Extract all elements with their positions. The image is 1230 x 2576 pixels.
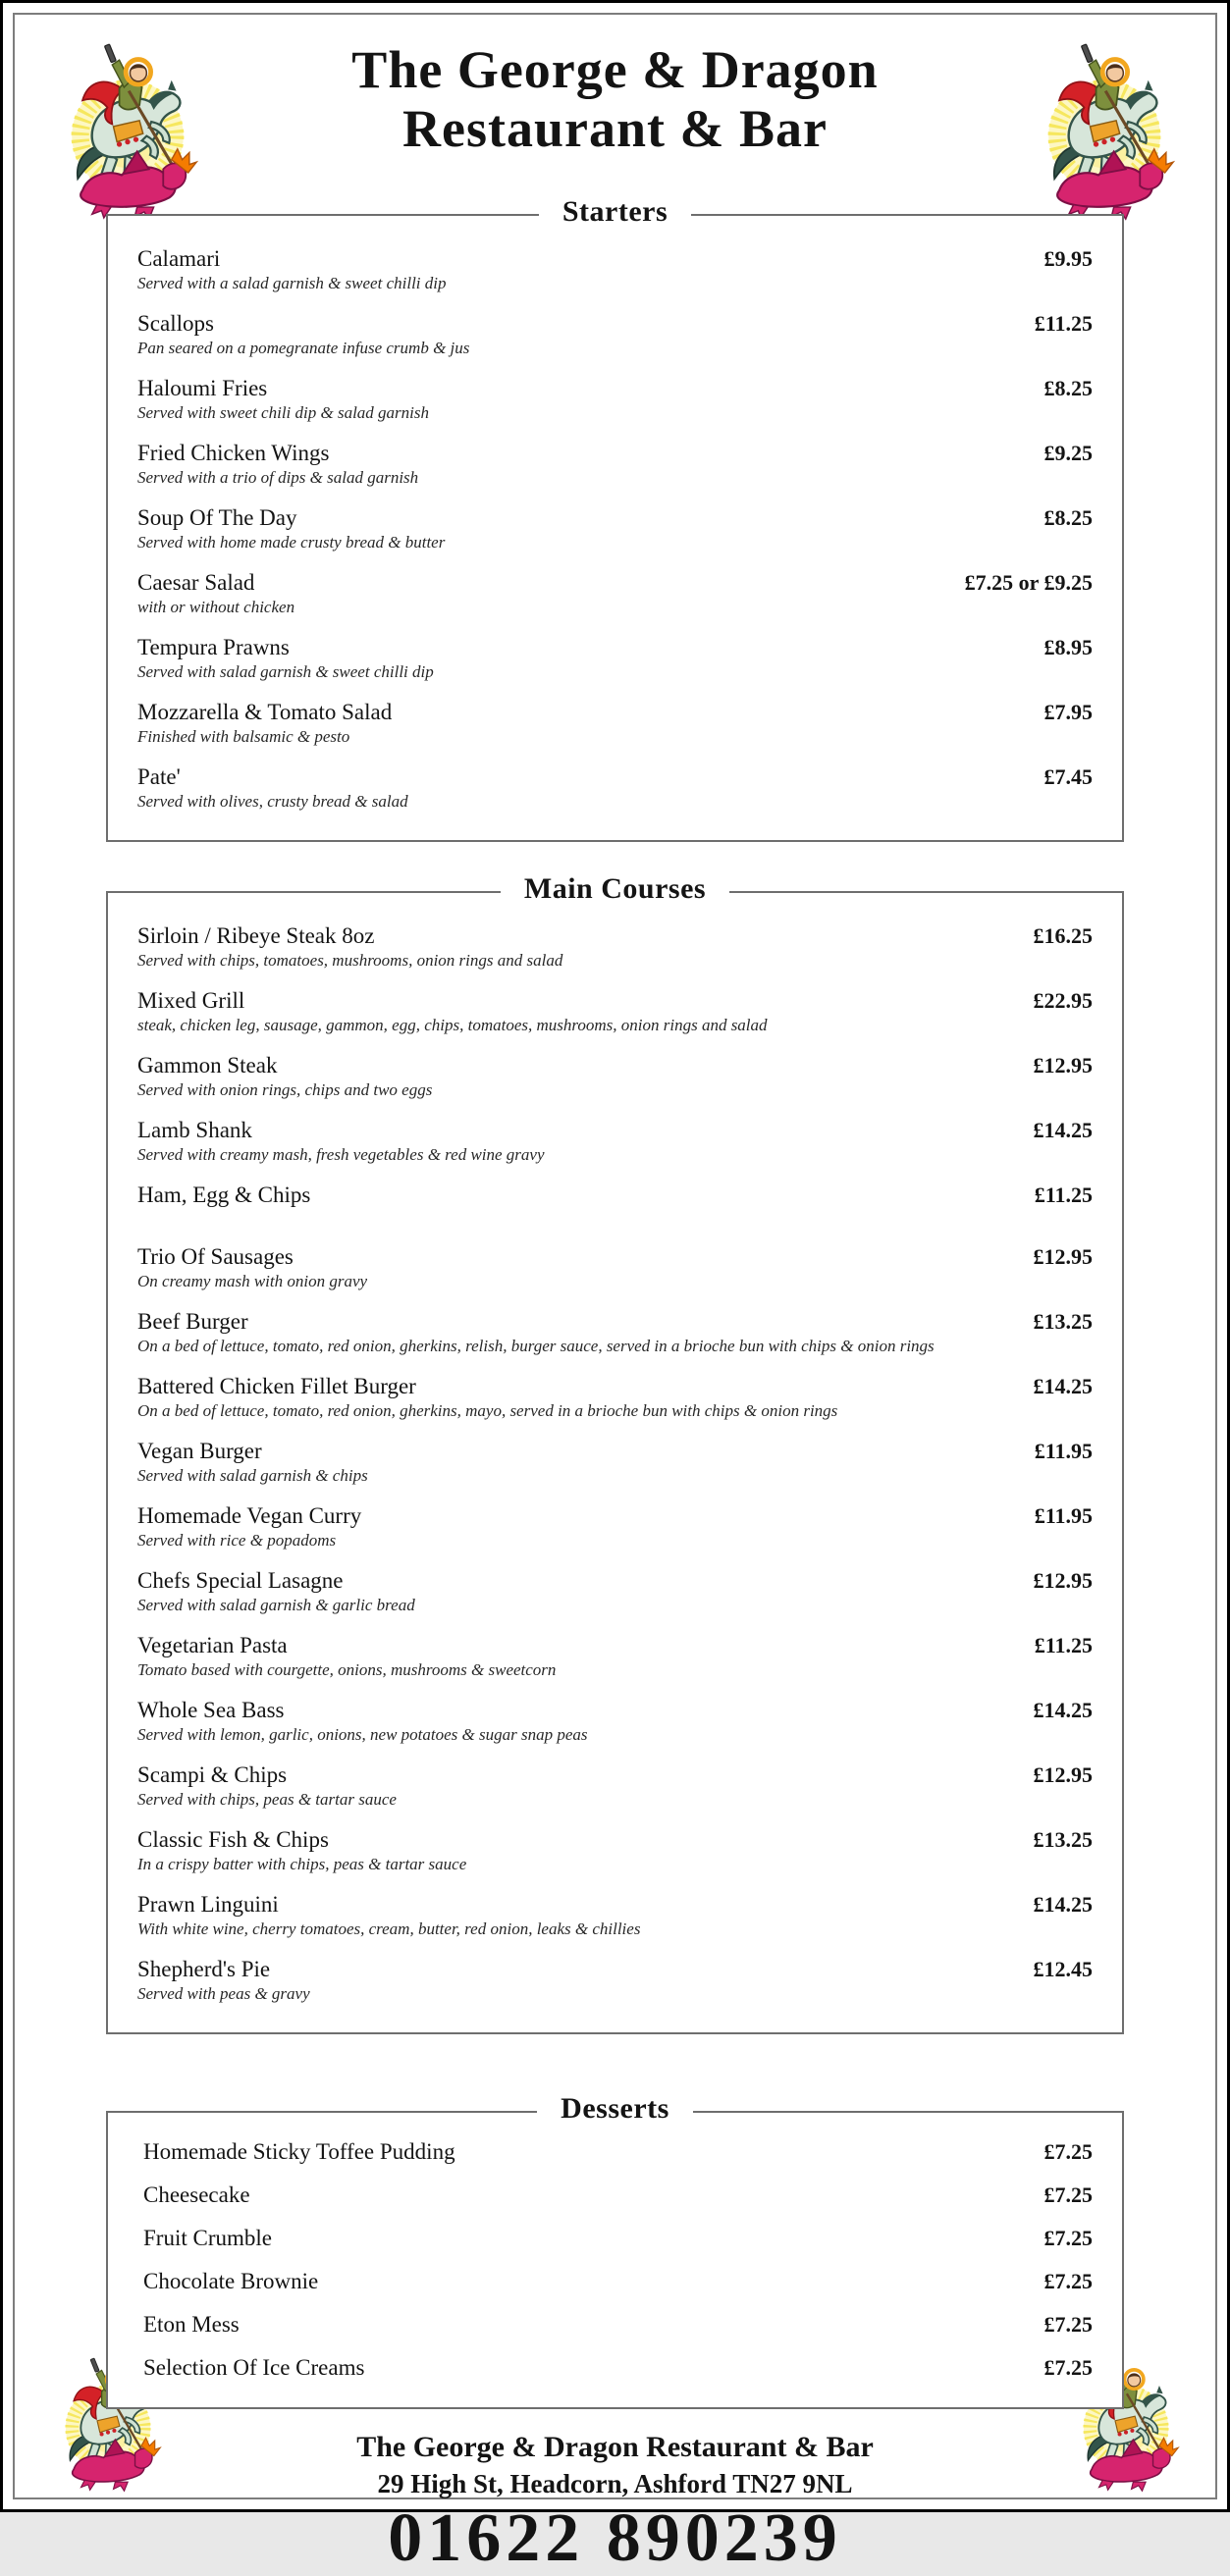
item-description: Served with chips, tomatoes, mushrooms, onion rings and salad xyxy=(137,951,563,970)
item-description: On a bed of lettuce, tomato, red onion, gherkins, relish, burger sauce, served in a brioche bun with chips & onion rings xyxy=(137,1337,935,1355)
item-description: In a crispy batter with chips, peas & tartar sauce xyxy=(137,1855,467,1873)
section-main-courses xyxy=(106,872,1124,2034)
menu-item xyxy=(137,1052,1093,1100)
item-name: Sirloin / Ribeye Steak 8oz xyxy=(137,923,375,948)
item-price: £14.25 xyxy=(1033,1698,1093,1722)
section-desserts xyxy=(106,2092,1124,2409)
menu-item xyxy=(137,310,1093,358)
item-description: With white wine, cherry tomatoes, cream, butter, red onion, leaks & chillies xyxy=(137,1919,641,1938)
item-price: £7.45 xyxy=(1043,764,1093,789)
item-name: Soup Of The Day xyxy=(137,505,297,530)
item-name: Gammon Steak xyxy=(137,1053,278,1078)
item-price: £7.25 xyxy=(1043,2139,1093,2164)
item-description: Served with salad garnish & sweet chilli dip xyxy=(137,662,434,681)
item-name: Pate' xyxy=(137,764,181,789)
menu-item xyxy=(137,440,1093,488)
menu-item xyxy=(137,1308,1093,1356)
item-name: Tempura Prawns xyxy=(137,635,290,659)
menu-item xyxy=(137,763,1093,812)
menu-item xyxy=(137,2268,1093,2295)
section-title-main-courses: Main Courses xyxy=(108,872,1122,906)
section-title-starters: Starters xyxy=(108,195,1122,229)
item-price: £12.95 xyxy=(1033,1053,1093,1078)
menu-item xyxy=(137,1373,1093,1421)
menu-item xyxy=(137,2225,1093,2252)
item-price: £12.45 xyxy=(1033,1957,1093,1981)
section-title-desserts: Desserts xyxy=(108,2092,1122,2126)
item-price: £12.95 xyxy=(1033,1244,1093,1269)
item-description: Served with home made crusty bread & butter xyxy=(137,533,446,552)
menu-item xyxy=(137,2354,1093,2382)
item-description: Served with sweet chili dip & salad garnish xyxy=(137,403,430,422)
menu-item xyxy=(137,987,1093,1035)
menu-item xyxy=(137,1567,1093,1615)
title-line-1: The George & Dragon xyxy=(351,40,879,99)
item-description: Served with olives, crusty bread & salad xyxy=(137,792,408,811)
item-price: £11.25 xyxy=(1034,311,1093,336)
item-name: Classic Fish & Chips xyxy=(137,1827,329,1852)
menu-item xyxy=(137,634,1093,682)
item-name: Chocolate Brownie xyxy=(143,2269,319,2293)
menu-item xyxy=(137,1438,1093,1486)
menu-item xyxy=(137,1761,1093,1810)
item-description: Served with chips, peas & tartar sauce xyxy=(137,1790,397,1809)
item-price: £8.25 xyxy=(1043,376,1093,400)
item-description: Served with salad garnish & chips xyxy=(137,1466,368,1485)
footer-address: 29 High St, Headcorn, Ashford TN27 9NL xyxy=(377,2469,853,2498)
menu-item xyxy=(137,504,1093,552)
item-name: Mozzarella & Tomato Salad xyxy=(137,700,393,724)
menu-item xyxy=(137,1826,1093,1874)
item-description: Served with a salad garnish & sweet chilli dip xyxy=(137,274,447,292)
item-description: Pan seared on a pomegranate infuse crumb & jus xyxy=(137,339,470,357)
item-price: £7.95 xyxy=(1043,700,1093,724)
item-name: Battered Chicken Fillet Burger xyxy=(137,1374,416,1398)
item-description: Served with salad garnish & garlic bread xyxy=(137,1596,415,1614)
title-line-2: Restaurant & Bar xyxy=(402,99,828,158)
item-price: £11.25 xyxy=(1034,1633,1093,1657)
item-price: £13.25 xyxy=(1033,1827,1093,1852)
item-name: Scampi & Chips xyxy=(137,1762,288,1787)
menu-item xyxy=(137,1632,1093,1680)
item-description: steak, chicken leg, sausage, gammon, egg, chips, tomatoes, mushrooms, onion rings and salad xyxy=(137,1016,768,1034)
item-description: Served with rice & popadoms xyxy=(137,1531,337,1550)
item-price: £8.95 xyxy=(1043,635,1093,659)
menu-item xyxy=(137,1956,1093,2004)
menu-item xyxy=(137,1182,1093,1227)
menu-item xyxy=(137,375,1093,423)
item-price: £14.25 xyxy=(1033,1374,1093,1398)
item-name: Scallops xyxy=(137,311,214,336)
item-price: £12.95 xyxy=(1033,1568,1093,1593)
item-name: Homemade Sticky Toffee Pudding xyxy=(143,2139,455,2164)
menu-item xyxy=(137,2182,1093,2209)
item-price: £11.25 xyxy=(1034,1183,1093,1207)
menu-item xyxy=(137,1117,1093,1165)
item-name: Vegan Burger xyxy=(137,1439,262,1463)
item-name: Shepherd's Pie xyxy=(137,1957,271,1981)
item-name: Eton Mess xyxy=(143,2312,240,2337)
item-price: £16.25 xyxy=(1033,923,1093,948)
item-price: £12.95 xyxy=(1033,1762,1093,1787)
menu-item xyxy=(137,2311,1093,2339)
item-description: Tomato based with courgette, onions, mushrooms & sweetcorn xyxy=(137,1660,557,1679)
item-price: £7.25 or £9.25 xyxy=(964,570,1093,595)
item-price: £22.95 xyxy=(1033,988,1093,1013)
item-description: Served with lemon, garlic, onions, new potatoes & sugar snap peas xyxy=(137,1725,588,1744)
item-price: £14.25 xyxy=(1033,1892,1093,1917)
item-price: £7.25 xyxy=(1043,2355,1093,2380)
item-name: Vegetarian Pasta xyxy=(137,1633,288,1657)
menu-item xyxy=(137,1891,1093,1939)
item-name: Chefs Special Lasagne xyxy=(137,1568,344,1593)
item-price: £11.95 xyxy=(1034,1503,1093,1528)
item-description: Served with peas & gravy xyxy=(137,1984,310,2003)
item-price: £7.25 xyxy=(1043,2269,1093,2293)
item-name: Cheesecake xyxy=(143,2182,250,2207)
item-name: Calamari xyxy=(137,246,221,271)
item-description: On a bed of lettuce, tomato, red onion, gherkins, mayo, served in a brioche bun with chips & onion rings xyxy=(137,1401,838,1420)
menu-item xyxy=(137,699,1093,747)
restaurant-title xyxy=(3,3,1227,158)
item-name: Mixed Grill xyxy=(137,988,245,1013)
menu-item xyxy=(137,1502,1093,1551)
item-name: Whole Sea Bass xyxy=(137,1698,285,1722)
item-name: Fried Chicken Wings xyxy=(137,441,330,465)
item-name: Selection Of Ice Creams xyxy=(143,2355,365,2380)
item-name: Lamb Shank xyxy=(137,1118,252,1142)
footer-restaurant-name: The George & Dragon Restaurant & Bar xyxy=(356,2431,874,2463)
menu-item xyxy=(137,245,1093,293)
item-price: £8.25 xyxy=(1043,505,1093,530)
footer-phone-number: 01622 890239 xyxy=(388,2500,842,2576)
item-description: Served with onion rings, chips and two eggs xyxy=(137,1080,433,1099)
item-name: Trio Of Sausages xyxy=(137,1244,294,1269)
menu-item xyxy=(137,922,1093,971)
item-price: £13.25 xyxy=(1033,1309,1093,1334)
item-price: £9.95 xyxy=(1043,246,1093,271)
item-price: £7.25 xyxy=(1043,2312,1093,2337)
item-price: £7.25 xyxy=(1043,2182,1093,2207)
item-name: Haloumi Fries xyxy=(137,376,268,400)
menu-item xyxy=(137,569,1093,617)
item-price: £14.25 xyxy=(1033,1118,1093,1142)
footer xyxy=(3,2431,1227,2576)
menu-item xyxy=(137,1243,1093,1291)
menu-item xyxy=(137,1697,1093,1745)
item-name: Ham, Egg & Chips xyxy=(137,1183,311,1207)
item-price: £9.25 xyxy=(1043,441,1093,465)
item-name: Caesar Salad xyxy=(137,570,255,595)
item-description: Finished with balsamic & pesto xyxy=(137,727,350,746)
item-name: Homemade Vegan Curry xyxy=(137,1503,362,1528)
section-starters xyxy=(106,195,1124,842)
item-description: Served with creamy mash, fresh vegetables & red wine gravy xyxy=(137,1145,545,1164)
item-name: Prawn Linguini xyxy=(137,1892,279,1917)
item-price: £7.25 xyxy=(1043,2226,1093,2250)
item-description: On creamy mash with onion gravy xyxy=(137,1272,368,1290)
item-description: with or without chicken xyxy=(137,598,295,616)
item-name: Beef Burger xyxy=(137,1309,248,1334)
item-price: £11.95 xyxy=(1034,1439,1093,1463)
item-description: Served with a trio of dips & salad garnish xyxy=(137,468,419,487)
menu-item xyxy=(137,2138,1093,2166)
item-name: Fruit Crumble xyxy=(143,2226,272,2250)
